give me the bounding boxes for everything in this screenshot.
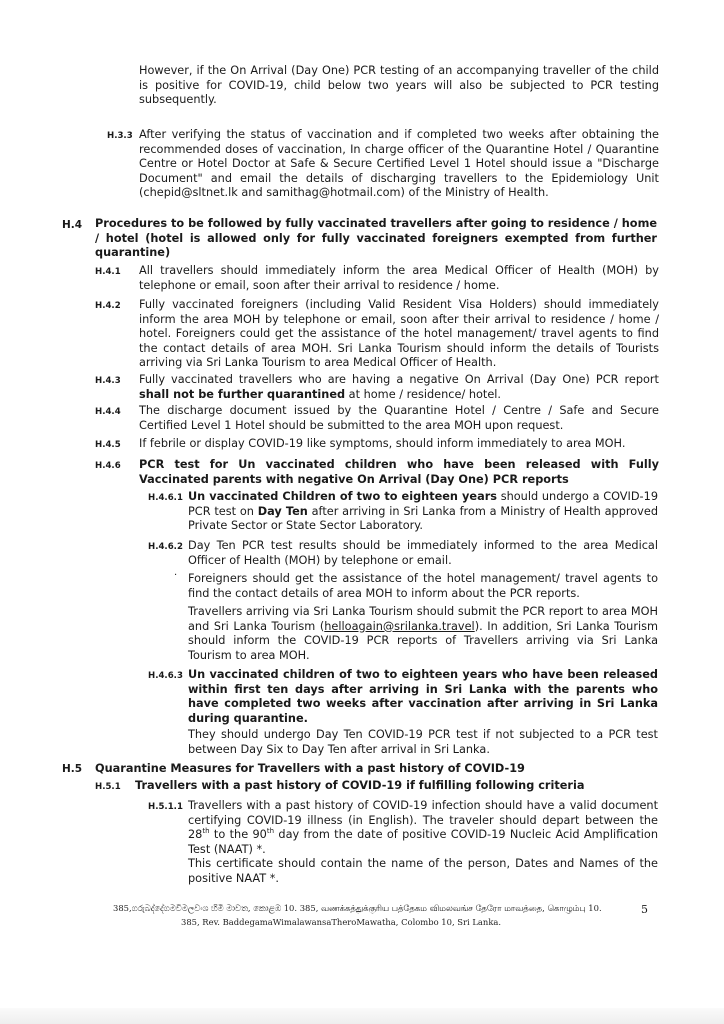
footer-address-english: 385, Rev. BaddegamaWimalawansaTheroMawatha, Colombo 10, Sri Lanka. [181, 917, 502, 927]
section-h45-text: If febrile or display COVID-19 like symptoms, should inform immediately to area MOH. [139, 437, 626, 450]
h43-text-a: Fully vaccinated travellers who are having a negative On Arrival (Day One) PCR report [139, 373, 659, 386]
section-number-h41: H.4.1 [95, 267, 121, 277]
section-h46-title: PCR test for Un vaccinated children who have been released with Fully Vaccinated parents with negative On Arrival (Day One) PCR reports [139, 458, 659, 486]
section-number-h463: H.4.6.3 [148, 671, 183, 681]
section-number-h4: H.4 [62, 219, 83, 231]
h511-sup-a: th [202, 827, 210, 836]
h43-text-bold: shall not be further quarantined [139, 387, 346, 401]
section-number-h51: H.5.1 [95, 782, 121, 792]
section-number-h33: H.3.3 [107, 131, 133, 141]
section-number-h43: H.4.3 [95, 376, 121, 386]
section-h44-text: The discharge document issued by the Quarantine Hotel / Centre / Safe and Secure Certified Level 1 Hotel should be submitted to the area MOH upon request. [139, 404, 659, 432]
section-h42-text: Fully vaccinated foreigners (including Valid Resident Visa Holders) should immediately inform the area MOH by telephone or email, soon after their arrival to residence / home / hotel. Foreigners could get the assistance of the hotel management/ travel agents to find the contact details of area MOH. Sri Lanka Tourism should inform the details of Tourists arriving via Sri Lanka Tourism to area Medical Officer of Health. [139, 298, 659, 370]
section-number-h45: H.4.5 [95, 440, 121, 450]
h462-tourism-b: ). In addition, Sri Lanka Tourism should inform the COVID-19 PCR reports of Travellers arriving via Sri Lanka Tourism to area MOH. [188, 619, 658, 662]
section-number-h461: H.4.6.1 [148, 493, 183, 503]
section-h4-title: Procedures to be followed by fully vaccinated travellers after going to residence / home / hotel (hotel is allowed only for fully vaccinated foreigners exempted from further quarantine) [95, 217, 657, 260]
h461-bold-a: Un vaccinated Children of two to eighteen years [188, 490, 497, 503]
section-h33-text: After verifying the status of vaccination and if completed two weeks after obtaining the recommended doses of vaccination, In charge officer of the Quarantine Hotel / Quarantine Centre or Hotel Doctor at Safe & Secure Certified Level 1 Hotel should issue a "Discharge Document" and email the details of discharging travellers to the Epidemiology Unit (chepid@sltnet.lk and samithag@hotmail.com) of the Ministry of Health. [139, 128, 659, 200]
h511-text-b: to the 90 [209, 828, 267, 842]
h461-text-b: after arriving in Sri Lanka from a Ministry of Health approved Private Sector or State Sector Laboratory. [188, 504, 658, 533]
section-number-h511: H.5.1.1 [148, 802, 183, 812]
h511-sup-b: th [266, 827, 275, 836]
section-h51-title: Travellers with a past history of COVID-19 if fulfilling following criteria [135, 779, 585, 792]
section-number-h5: H.5 [62, 763, 83, 775]
h511-text-a: Travellers with a past history of COVID-19 infection should have a valid document certifying COVID-19 illness (in English). The traveler should depart between the 28 [188, 799, 658, 842]
page-number: 5 [641, 903, 648, 916]
section-h462-foreigners: Foreigners should get the assistance of the hotel management/ travel agents to find the contact details of area MOH to inform about the PCR reports. [188, 572, 658, 600]
section-h463-text: They should undergo Day Ten COVID-19 PCR test if not subjected to a PCR test between Day Six to Day Ten after arrival in Sri Lanka. [188, 728, 658, 756]
intro-paragraph: However, if the On Arrival (Day One) PCR testing of an accompanying traveller of the child is positive for COVID-19, child below two years will also be subjected to PCR testing subsequently. [139, 64, 659, 107]
section-h463-title: Un vaccinated children of two to eighteen years who have been released within first ten days after arriving in Sri Lanka with the parents who have completed two weeks after vaccination after arriving in Sri Lanka during quarantine. [188, 668, 658, 725]
section-h41-text: All travellers should immediately inform the area Medical Officer of Health (MOH) by telephone or email, soon after their arrival to residence / home. [139, 264, 659, 292]
section-h43-text [139, 373, 659, 402]
bullet-marker: · [174, 570, 178, 581]
section-number-h42: H.4.2 [95, 301, 121, 311]
section-h5-title: Quarantine Measures for Travellers with a past history of COVID-19 [95, 762, 525, 775]
h511-text-c: day from the date of positive COVID-19 Nucleic Acid Amplification Test (NAAT) *. [188, 828, 658, 856]
section-h462-text: Day Ten PCR test results should be immediately informed to the area Medical Officer of Health (MOH) by telephone or email. [188, 539, 658, 567]
section-h462-tourism [188, 605, 658, 663]
h43-text-c: at home / residence/ hotel. [345, 387, 502, 401]
section-h511-certificate: This certificate should contain the name of the person, Dates and Names of the positive NAAT *. [188, 857, 658, 885]
tourism-email-link[interactable]: helloagain@srilanka.travel [324, 619, 475, 633]
section-number-h46: H.4.6 [95, 461, 121, 471]
page-bottom-edge [0, 1008, 724, 1024]
h462-tourism-a: Travellers arriving via Sri Lanka Tourism should submit the PCR report to area MOH and Sri Lanka Tourism ( [188, 605, 658, 633]
h461-text-a: should undergo a COVID-19 PCR test on [188, 490, 659, 518]
section-h461-text [188, 490, 658, 534]
footer-address-native: 385,ගරුබද්දේගමවිමලවංශ හිමි මාවත, කොළඹ 10. 385, வணக்கத்துக்குரிய பத்தேகம விமலவங்ச தேரோ மாவத்தை, கொழும்பு 10. [113, 903, 602, 913]
h461-bold-b: Day Ten [257, 504, 308, 518]
section-h511-text [188, 799, 658, 857]
section-number-h462: H.4.6.2 [148, 542, 183, 552]
section-number-h44: H.4.4 [95, 407, 121, 417]
